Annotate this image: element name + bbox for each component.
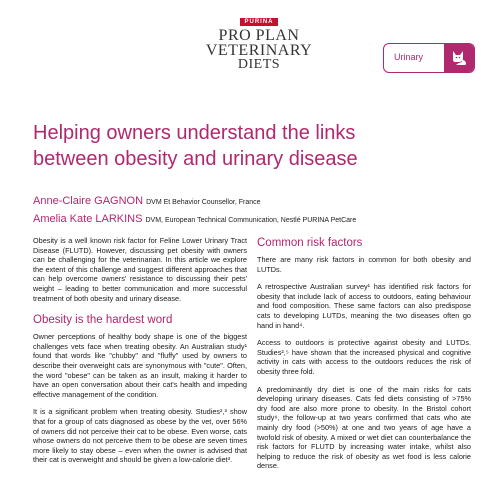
section-heading-obesity-hardest-word: Obesity is the hardest word xyxy=(33,314,173,327)
author-1-affiliation: DVM Et Behavior Counsellor, France xyxy=(146,199,261,206)
left-paragraph-1: Owner perceptions of healthy body shape is one of the biggest challenges vets face when treating obesity. An Australian study¹ found that words like "chubby" and "fluffy" used by owners to describe their overweight cats are synonymous with "cute". Often, the word "obese" can be taken as an insult, making it harder to have an open conversation about their cat's health and impeding effective management of the condition. xyxy=(33,332,247,399)
left-column xyxy=(33,236,247,473)
category-badge xyxy=(383,43,475,73)
category-badge-label: Urinary xyxy=(394,52,424,62)
right-paragraph-2: A retrospective Australian survey¹ has identified risk factors for obesity that include lack of access to outdoors, eating behaviour and food composition. These same factors can also predispose cats to developing LUTDs, meaning the two diseases often go hand in hand⁴. xyxy=(257,282,471,330)
logo-line-diets: DIETS xyxy=(237,57,281,72)
cat-icon-box xyxy=(444,44,474,72)
logo-line-pro-plan: PRO PLAN xyxy=(218,27,300,44)
author-1 xyxy=(33,193,356,211)
author-1-name: Anne-Claire GAGNON xyxy=(33,195,144,207)
right-paragraph-3: Access to outdoors is protective against obesity and LUTDs. Studies²,⁵ have shown that the increased physical and cognitive activity in cats with access to the outdoors reduces the risk of obesity three fold. xyxy=(257,338,471,376)
intro-paragraph: Obesity is a well known risk factor for Feline Lower Urinary Tract Disease (FLUTD). However, discussing pet obesity with owners can be challenging for the veterinarian. In this article we explore the extent of this challenge and suggest different approaches that can help overcome owners' resistance to discussing their pets' weight – leading to better communication and more successful treatment of both obesity and urinary disease. xyxy=(33,236,247,303)
purina-pro-plan-logo xyxy=(200,10,318,72)
section-heading-common-risk-factors: Common risk factors xyxy=(257,237,363,249)
cat-icon xyxy=(450,50,468,66)
purina-brand-mark: PURINA xyxy=(240,18,277,26)
author-2-affiliation: DVM, European Technical Communication, Nestlé PURINA PetCare xyxy=(145,217,357,224)
article-title xyxy=(33,120,463,172)
article-title-line-1: Helping owners understand the links xyxy=(33,122,356,144)
right-column xyxy=(257,236,471,479)
right-paragraph-1: There are many risk factors in common for both obesity and LUTDs. xyxy=(257,255,471,274)
logo-line-veterinary: VETERINARY xyxy=(205,42,313,59)
left-paragraph-2: It is a significant problem when treating obesity. Studies²,³ show that for a group of cats diagnosed as obese by the vet, over 56% of owners did not perceive their cat to be obese. Even worse, cats whose owners do not perceive them to be obese are seven times more likely to stay obese – even when the owner is advised that their cat is overweight and should be given a low-calorie diet³. xyxy=(33,407,247,465)
author-2 xyxy=(33,211,356,229)
right-paragraph-4: A predominantly dry diet is one of the main risks for cats developing urinary diseases. Cats fed diets consisting of >75% dry food are also more prone to obesity. In the Bristol cohort study⁶, the follow-up at two years confirmed that cats who ate mainly dry food (>50%) at one and two years of age have a twofold risk of obesity. A mixed or wet diet can counterbalance the risk factors for FLUTD by increasing water intake, whilst also helping to reduce the risk of obesity as wet food is less calorie dense. xyxy=(257,384,471,471)
author-list xyxy=(33,193,356,229)
article-title-line-2: between obesity and urinary disease xyxy=(33,148,358,170)
author-2-name: Amelia Kate LARKINS xyxy=(33,213,143,225)
